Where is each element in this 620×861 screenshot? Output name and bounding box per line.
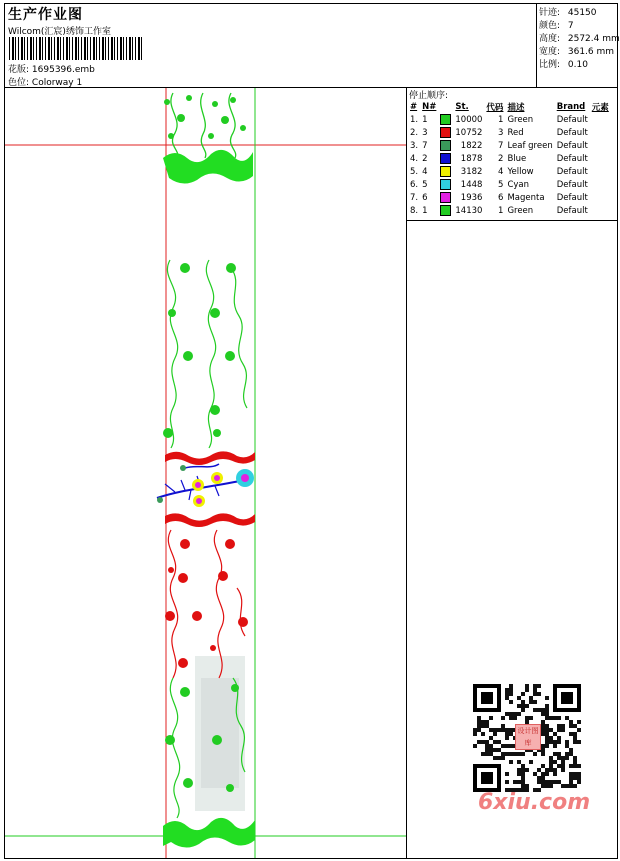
col-header: St. bbox=[455, 101, 469, 112]
header-panel bbox=[5, 4, 537, 88]
row-index: 4. bbox=[410, 153, 419, 164]
stop-row bbox=[408, 152, 611, 165]
stop-row bbox=[408, 178, 611, 191]
color-swatch bbox=[440, 192, 451, 203]
row-stitches: 10752 bbox=[455, 127, 483, 138]
row-index: 7. bbox=[410, 192, 419, 203]
production-sheet bbox=[4, 3, 618, 859]
stop-table-header bbox=[408, 100, 611, 113]
stat-colors: 颜色: 7 bbox=[539, 21, 574, 31]
embroidery-preview bbox=[5, 88, 407, 858]
row-code: 3 bbox=[498, 127, 504, 138]
color-swatch bbox=[440, 166, 451, 177]
upper-red-scallop bbox=[165, 451, 255, 465]
col-header: N# bbox=[422, 101, 437, 112]
row-code: 1 bbox=[498, 205, 504, 216]
row-desc: Green bbox=[507, 114, 534, 125]
top-scallop-border bbox=[163, 150, 253, 184]
row-code: 4 bbox=[498, 166, 504, 177]
upper-green-vines bbox=[167, 260, 247, 448]
row-stitches: 1878 bbox=[460, 153, 483, 164]
row-index: 8. bbox=[410, 205, 419, 216]
row-needle: 3 bbox=[422, 127, 428, 138]
row-brand: Default bbox=[556, 205, 588, 216]
row-desc: Red bbox=[507, 127, 524, 138]
row-stitches: 1822 bbox=[460, 140, 483, 151]
row-code: 2 bbox=[498, 153, 504, 164]
row-desc: Blue bbox=[507, 153, 527, 164]
stop-sequence-panel bbox=[407, 88, 617, 221]
bottom-scallop-border bbox=[163, 818, 255, 848]
row-index: 6. bbox=[410, 179, 419, 190]
col-header: 描述 bbox=[507, 102, 525, 113]
row-index: 1. bbox=[410, 114, 419, 125]
stop-row bbox=[408, 139, 611, 152]
row-brand: Default bbox=[556, 179, 588, 190]
color-swatch bbox=[440, 179, 451, 190]
row-brand: Default bbox=[556, 192, 588, 203]
stat-scale: 比例: 0.10 bbox=[539, 60, 588, 70]
color-swatch bbox=[440, 153, 451, 164]
colorway-label: 色位: bbox=[8, 78, 30, 88]
red-vines bbox=[168, 530, 245, 678]
design-canvas bbox=[5, 88, 407, 858]
stat-width: 宽度: 361.6 mm bbox=[539, 47, 615, 57]
col-header: # bbox=[410, 101, 418, 112]
row-stitches: 14130 bbox=[455, 205, 483, 216]
central-floral-spray bbox=[157, 464, 254, 507]
col-header: 元素 bbox=[591, 102, 609, 113]
color-swatch bbox=[440, 127, 451, 138]
stop-row bbox=[408, 113, 611, 126]
red-flowers bbox=[165, 539, 248, 668]
row-needle: 1 bbox=[422, 205, 428, 216]
stop-sequence-table bbox=[408, 100, 611, 217]
colorway-line bbox=[8, 75, 82, 88]
row-brand: Default bbox=[556, 153, 588, 164]
row-brand: Default bbox=[556, 114, 588, 125]
row-desc: Green bbox=[507, 205, 534, 216]
row-brand: Default bbox=[556, 127, 588, 138]
stop-row bbox=[408, 126, 611, 139]
row-brand: Default bbox=[556, 166, 588, 177]
row-index: 2. bbox=[410, 127, 419, 138]
row-code: 7 bbox=[498, 140, 504, 151]
top-green-motif bbox=[171, 93, 236, 158]
row-code: 5 bbox=[498, 179, 504, 190]
stat-stitches: 针迹: 45150 bbox=[539, 8, 597, 18]
row-needle: 2 bbox=[422, 153, 428, 164]
stat-height: 高度: 2572.4 mm bbox=[539, 34, 620, 44]
stop-sequence-title: 停止顺序: bbox=[409, 91, 449, 101]
pattern-line bbox=[8, 62, 95, 75]
color-swatch bbox=[440, 114, 451, 125]
row-index: 3. bbox=[410, 140, 419, 151]
row-brand: Default bbox=[556, 140, 588, 151]
barcode bbox=[9, 37, 144, 60]
studio-name: Wilcom(汇宸)绣饰工作室 bbox=[8, 27, 111, 37]
row-needle: 1 bbox=[422, 114, 428, 125]
colorway-value: Colorway 1 bbox=[31, 78, 83, 88]
row-stitches: 1448 bbox=[460, 179, 483, 190]
pattern-label: 花版: bbox=[8, 65, 30, 75]
col-header: 代码 bbox=[486, 102, 504, 113]
stop-row bbox=[408, 191, 611, 204]
lower-red-scallop bbox=[165, 513, 255, 527]
row-desc: Leaf green bbox=[507, 140, 553, 151]
stop-row bbox=[408, 165, 611, 178]
row-needle: 6 bbox=[422, 192, 428, 203]
row-stitches: 3182 bbox=[460, 166, 483, 177]
row-desc: Yellow bbox=[507, 166, 534, 177]
row-code: 1 bbox=[498, 114, 504, 125]
col-header: Brand bbox=[556, 101, 586, 112]
qr-code bbox=[473, 684, 581, 792]
row-index: 5. bbox=[410, 166, 419, 177]
watermark-logo: 6xiu.com bbox=[478, 790, 591, 815]
color-swatch bbox=[440, 140, 451, 151]
row-stitches: 10000 bbox=[455, 114, 483, 125]
row-stitches: 1936 bbox=[460, 192, 483, 203]
row-desc: Cyan bbox=[507, 179, 529, 190]
pattern-value: 1695396.emb bbox=[31, 65, 95, 75]
row-code: 6 bbox=[498, 192, 504, 203]
stats-panel bbox=[537, 4, 620, 88]
row-needle: 5 bbox=[422, 179, 428, 190]
row-needle: 4 bbox=[422, 166, 428, 177]
stop-row bbox=[408, 204, 611, 217]
row-desc: Magenta bbox=[507, 192, 545, 203]
sheet-title: 生产作业图 bbox=[8, 7, 83, 23]
row-needle: 7 bbox=[422, 140, 428, 151]
color-swatch bbox=[440, 205, 451, 216]
qr-center-badge: 设计图库 bbox=[515, 724, 541, 750]
